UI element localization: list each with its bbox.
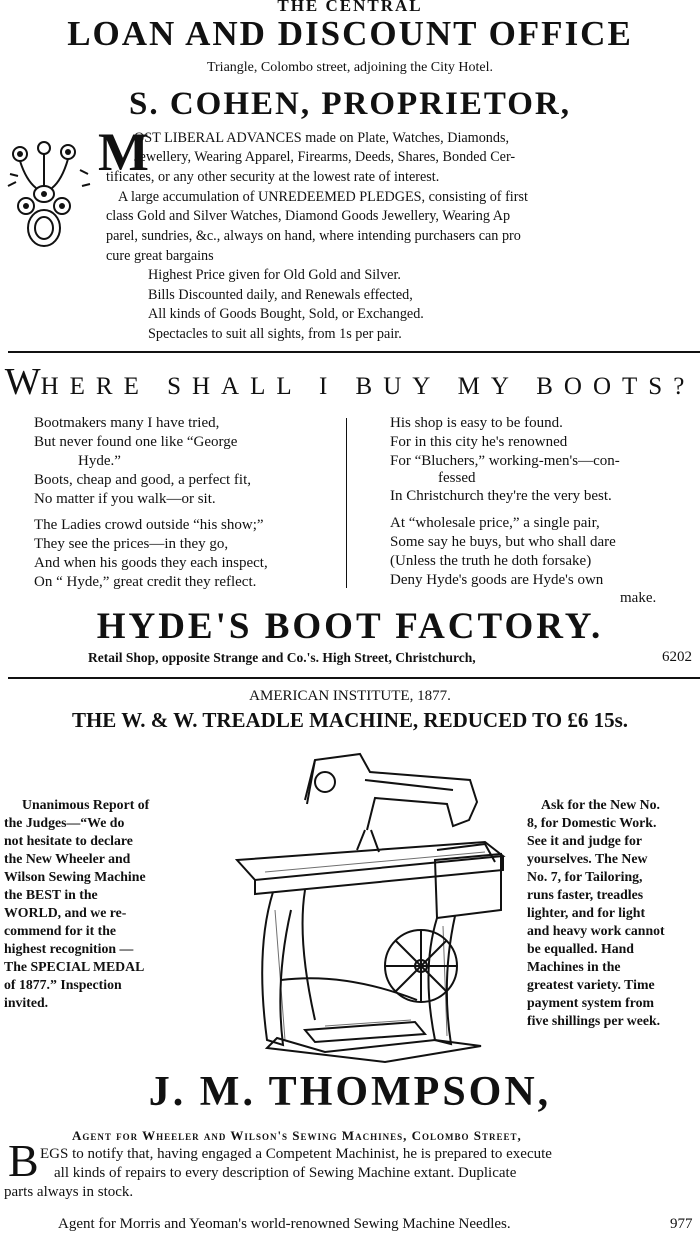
ad2-address: Retail Shop, opposite Strange and Co.'s. High Street, Christchurch,: [88, 650, 476, 665]
ad3-left-line: not hesitate to declare: [4, 833, 133, 848]
poem-line: fessed: [438, 470, 476, 486]
poem-line: And when his goods they each inspect,: [34, 555, 268, 571]
ad3-body-line: Agent for Morris and Yeoman's world-renowned Sewing Machine Needles.: [58, 1216, 511, 1232]
ad3-left-line: invited.: [4, 995, 49, 1010]
poem-line: But never found one like “George: [34, 434, 238, 450]
poem-line: In Christchurch they're the very best.: [390, 488, 612, 504]
ad1-title: LOAN AND DISCOUNT OFFICE: [67, 14, 633, 53]
ad3-right-line: runs faster, treadles: [527, 887, 644, 902]
ad3-right-line: See it and judge for: [527, 833, 642, 848]
ad3-agent: Agent for Wheeler and Wilson's Sewing Machines, Colombo Street,: [72, 1128, 522, 1143]
ad3-left-line: WORLD, and we re-: [4, 905, 127, 920]
ad3-headline: THE W. & W. TREADLE MACHINE, REDUCED TO £6 15s.: [71, 708, 629, 732]
ad3-right-line: lighter, and for light: [527, 905, 646, 920]
ad3-body-line: all kinds of repairs to every description of Sewing Machine extant. Duplicate: [54, 1165, 517, 1181]
ad1-dropcap: M: [98, 122, 149, 182]
ad3-right-line: greatest variety. Time: [527, 977, 655, 992]
ad1-address: Triangle, Colombo street, adjoining the City Hotel.: [206, 60, 494, 75]
poem-line: For “Bluchers,” working-men's—con-: [390, 453, 620, 469]
ad3-right-line: five shillings per week.: [527, 1013, 661, 1028]
ad1-line: class Gold and Silver Watches, Diamond Goods Jewellery, Wearing Ap: [106, 208, 511, 224]
ad3-body-line: EGS to notify that, having engaged a Competent Machinist, he is prepared to execute: [40, 1146, 552, 1162]
ad3-left-line: Wilson Sewing Machine: [4, 869, 146, 884]
ad1-proprietor: S. COHEN, PROPRIETOR,: [128, 86, 572, 122]
ad1-line: A large accumulation of UNREDEEMED PLEDGES, consisting of first: [118, 189, 528, 205]
ad1-line: Highest Price given for Old Gold and Silver.: [148, 267, 401, 283]
poem-line: The Ladies crowd outside “his show;”: [34, 517, 264, 533]
ad1-line: Jewellery, Wearing Apparel, Firearms, Deeds, Shares, Bonded Cer-: [134, 149, 516, 165]
ad2-title-rest: HERE SHALL I BUY MY BOOTS?: [40, 373, 696, 400]
ad1-line: All kinds of Goods Bought, Sold, or Exchanged.: [148, 306, 424, 322]
poem-line: No matter if you walk—or sit.: [34, 491, 216, 507]
ad3-right-line: payment system from: [527, 995, 654, 1010]
ad3-left-line: commend for it the: [4, 923, 117, 938]
poem-line: Deny Hyde's goods are Hyde's own: [390, 572, 604, 588]
ad2-title-initial: W: [4, 361, 41, 403]
ad1-line: Spectacles to suit all sights, from 1s per pair.: [148, 326, 402, 342]
poem-line: (Unless the truth he doth forsake): [390, 553, 592, 569]
poem-line: They see the prices—in they go,: [34, 536, 229, 552]
ad3-right-line: Machines in the: [527, 959, 621, 974]
ad3-left-line: Unanimous Report of: [22, 797, 150, 812]
sewing-machine-illustration-icon: [185, 740, 525, 1065]
poem-line: Bootmakers many I have tried,: [34, 415, 220, 431]
ad1-line: parel, sundries, &c., always on hand, where intending purchasers can pro: [106, 228, 521, 244]
ad2-title: [0, 360, 700, 404]
ad3-left-line: the BEST in the: [4, 887, 98, 902]
ad3-code: 977: [670, 1216, 693, 1232]
divider: [8, 677, 700, 679]
poem-line: Some say he buys, but who shall dare: [390, 534, 616, 550]
jewellery-illustration-icon: [6, 140, 98, 250]
column-rule: [346, 418, 347, 588]
poem-line: On “ Hyde,” great credit they reflect.: [34, 574, 257, 590]
poem-line: Boots, cheap and good, a perfect fit,: [34, 472, 252, 488]
ad3-right-line: be equalled. Hand: [527, 941, 634, 956]
ad3-right-line: No. 7, for Tailoring,: [527, 869, 643, 884]
ad3-left-line: the Judges—“We do: [4, 815, 125, 830]
ad3-institute: AMERICAN INSTITUTE, 1877.: [249, 688, 451, 704]
ad1-line: OST LIBERAL ADVANCES made on Plate, Watches, Diamonds,: [134, 130, 510, 146]
ad3-left-line: highest recognition —: [4, 941, 134, 956]
poem-line: Hyde.”: [78, 453, 121, 469]
poem-line: At “wholesale price,” a single pair,: [390, 515, 600, 531]
ad3-right-line: 8, for Domestic Work.: [527, 815, 657, 830]
ad3-left-line: the New Wheeler and: [4, 851, 131, 866]
ad3-body-line: parts always in stock.: [4, 1184, 134, 1200]
ad3-left-line: The SPECIAL MEDAL: [4, 959, 145, 974]
ad1-line: Bills Discounted daily, and Renewals effected,: [148, 287, 413, 303]
ad3-right-line: Ask for the New No.: [541, 797, 660, 812]
ad2-brand: HYDE'S BOOT FACTORY.: [96, 606, 604, 647]
ad2-code: 6202: [662, 649, 692, 665]
poem-line: For in this city he's renowned: [390, 434, 568, 450]
poem-line: make.: [620, 590, 657, 606]
ad1-line: cure great bargains: [106, 248, 214, 264]
ad1-line: tificates, or any other security at the lowest rate of interest.: [106, 169, 440, 185]
poem-line: His shop is easy to be found.: [390, 415, 563, 431]
ad3-right-line: and heavy work cannot: [527, 923, 665, 938]
ad3-left-line: of 1877.” Inspection: [4, 977, 122, 992]
ad3-dropcap: B: [8, 1135, 39, 1186]
ad1-kicker: THE CENTRAL: [277, 0, 423, 15]
ad3-brand: J. M. THOMPSON,: [148, 1069, 552, 1115]
ad3-right-line: yourselves. The New: [527, 851, 648, 866]
divider: [8, 351, 700, 353]
